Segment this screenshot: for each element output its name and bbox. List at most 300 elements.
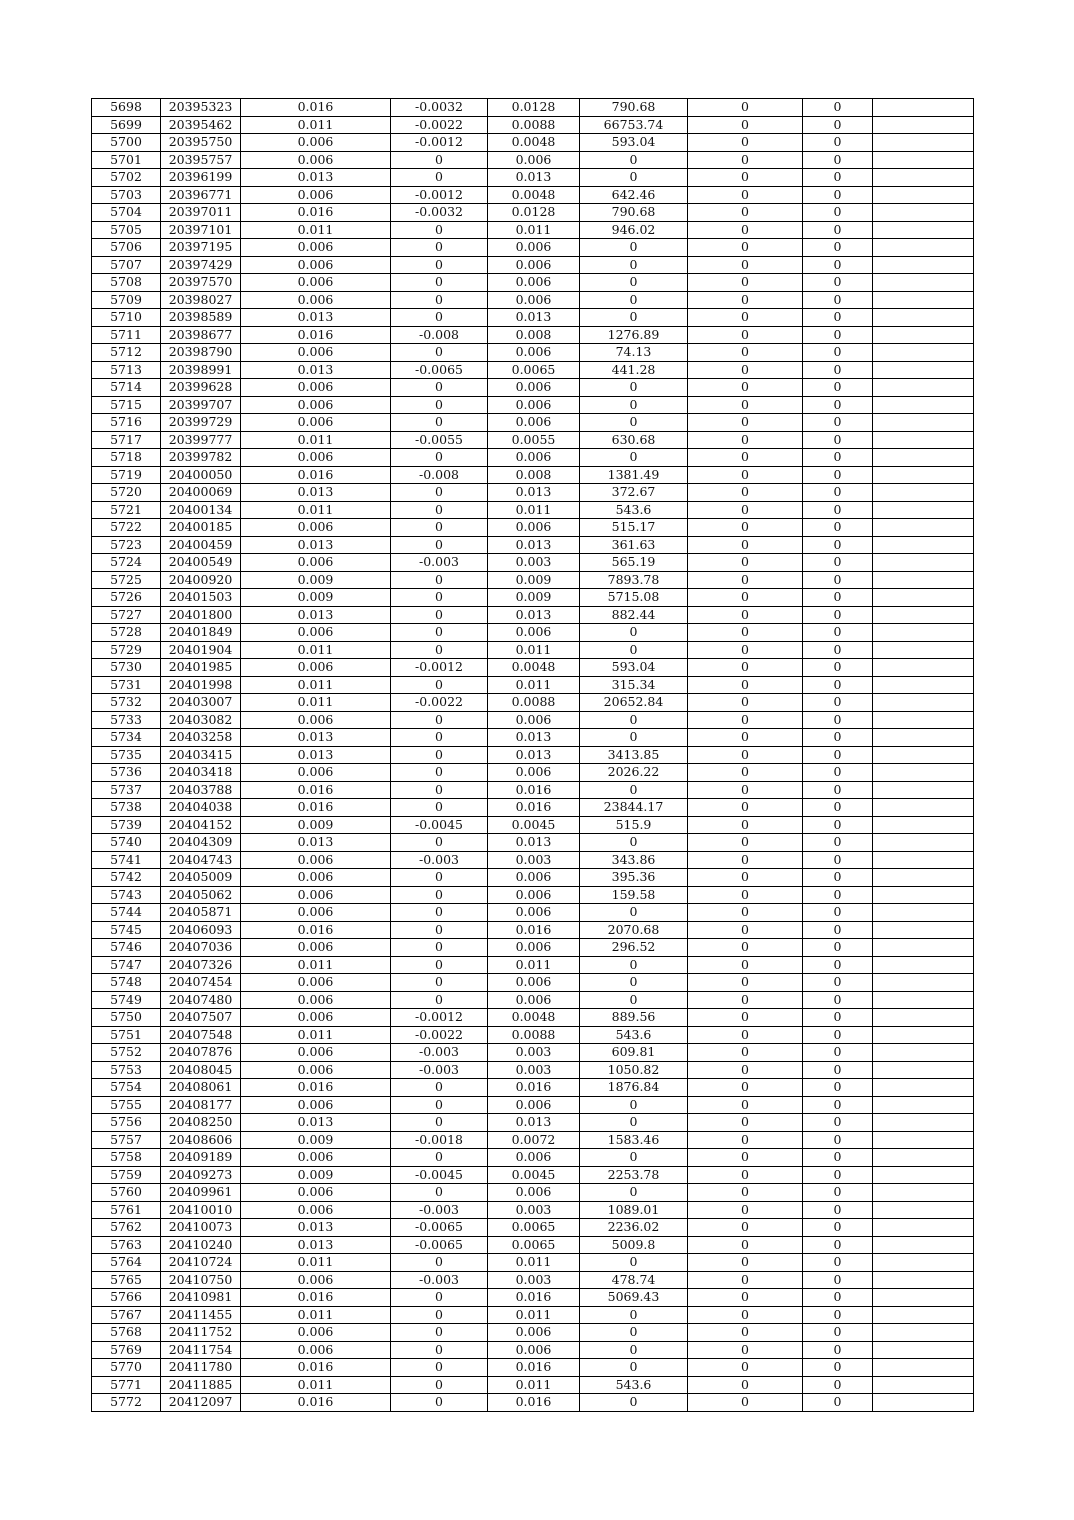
blank-cell (873, 204, 974, 222)
table-row (92, 1341, 974, 1359)
id-cell: 20405009 (161, 869, 241, 887)
value-c-cell: 0.006 (488, 869, 580, 887)
row-number-cell: 5707 (92, 256, 161, 274)
row-number-cell: 5768 (92, 1324, 161, 1342)
amount-cell: 5715.08 (580, 589, 688, 607)
value-f-cell: 0 (803, 221, 873, 239)
value-e-cell: 0 (688, 781, 803, 799)
value-e-cell: 0 (688, 1131, 803, 1149)
blank-cell (873, 1359, 974, 1377)
row-number-cell: 5715 (92, 396, 161, 414)
value-a-cell: 0.011 (241, 956, 391, 974)
value-b-cell: -0.0065 (391, 1219, 488, 1237)
table-row (92, 869, 974, 887)
table-row (92, 729, 974, 747)
amount-cell: 2070.68 (580, 921, 688, 939)
value-a-cell: 0.006 (241, 396, 391, 414)
id-cell: 20398677 (161, 326, 241, 344)
value-c-cell: 0.016 (488, 921, 580, 939)
value-c-cell: 0.009 (488, 589, 580, 607)
table-row (92, 1184, 974, 1202)
value-b-cell: 0 (391, 484, 488, 502)
amount-cell: 882.44 (580, 606, 688, 624)
value-b-cell: -0.003 (391, 851, 488, 869)
id-cell: 20409273 (161, 1166, 241, 1184)
id-cell: 20407548 (161, 1026, 241, 1044)
value-a-cell: 0.011 (241, 641, 391, 659)
id-cell: 20411780 (161, 1359, 241, 1377)
row-number-cell: 5747 (92, 956, 161, 974)
value-e-cell: 0 (688, 151, 803, 169)
amount-cell: 0 (580, 1359, 688, 1377)
value-f-cell: 0 (803, 1254, 873, 1272)
value-e-cell: 0 (688, 1306, 803, 1324)
value-e-cell: 0 (688, 764, 803, 782)
amount-cell: 1276.89 (580, 326, 688, 344)
value-b-cell: 0 (391, 921, 488, 939)
table-row (92, 764, 974, 782)
value-a-cell: 0.016 (241, 99, 391, 117)
amount-cell: 5069.43 (580, 1289, 688, 1307)
value-f-cell: 0 (803, 379, 873, 397)
value-b-cell: 0 (391, 676, 488, 694)
value-e-cell: 0 (688, 1114, 803, 1132)
amount-cell: 2253.78 (580, 1166, 688, 1184)
value-a-cell: 0.011 (241, 431, 391, 449)
value-a-cell: 0.006 (241, 186, 391, 204)
row-number-cell: 5741 (92, 851, 161, 869)
value-b-cell: 0 (391, 1079, 488, 1097)
value-f-cell: 0 (803, 134, 873, 152)
blank-cell (873, 431, 974, 449)
value-a-cell: 0.011 (241, 1306, 391, 1324)
value-b-cell: -0.003 (391, 1061, 488, 1079)
table-row (92, 939, 974, 957)
blank-cell (873, 519, 974, 537)
row-number-cell: 5762 (92, 1219, 161, 1237)
id-cell: 20397101 (161, 221, 241, 239)
value-a-cell: 0.006 (241, 886, 391, 904)
value-c-cell: 0.016 (488, 1289, 580, 1307)
value-a-cell: 0.006 (241, 1061, 391, 1079)
row-number-cell: 5732 (92, 694, 161, 712)
id-cell: 20410750 (161, 1271, 241, 1289)
value-b-cell: 0 (391, 1324, 488, 1342)
value-b-cell: -0.003 (391, 1201, 488, 1219)
table-row (92, 414, 974, 432)
table-row (92, 1376, 974, 1394)
amount-cell: 315.34 (580, 676, 688, 694)
id-cell: 20408061 (161, 1079, 241, 1097)
value-b-cell: 0 (391, 1341, 488, 1359)
amount-cell: 0 (580, 151, 688, 169)
value-a-cell: 0.013 (241, 1236, 391, 1254)
row-number-cell: 5721 (92, 501, 161, 519)
table-row (92, 624, 974, 642)
value-c-cell: 0.013 (488, 309, 580, 327)
row-number-cell: 5754 (92, 1079, 161, 1097)
value-a-cell: 0.006 (241, 256, 391, 274)
value-e-cell: 0 (688, 834, 803, 852)
amount-cell: 0 (580, 256, 688, 274)
value-f-cell: 0 (803, 624, 873, 642)
value-b-cell: 0 (391, 309, 488, 327)
value-f-cell: 0 (803, 326, 873, 344)
table-row (92, 431, 974, 449)
value-a-cell: 0.006 (241, 1096, 391, 1114)
blank-cell (873, 1254, 974, 1272)
value-e-cell: 0 (688, 466, 803, 484)
value-b-cell: 0 (391, 221, 488, 239)
value-a-cell: 0.013 (241, 309, 391, 327)
value-f-cell: 0 (803, 1341, 873, 1359)
value-b-cell: -0.0012 (391, 134, 488, 152)
value-e-cell: 0 (688, 134, 803, 152)
value-c-cell: 0.013 (488, 536, 580, 554)
row-number-cell: 5709 (92, 291, 161, 309)
value-b-cell: -0.0012 (391, 1009, 488, 1027)
value-b-cell: 0 (391, 536, 488, 554)
value-b-cell: 0 (391, 1376, 488, 1394)
value-a-cell: 0.011 (241, 221, 391, 239)
id-cell: 20403007 (161, 694, 241, 712)
value-b-cell: -0.008 (391, 326, 488, 344)
blank-cell (873, 361, 974, 379)
row-number-cell: 5703 (92, 186, 161, 204)
amount-cell: 0 (580, 991, 688, 1009)
id-cell: 20399782 (161, 449, 241, 467)
id-cell: 20396199 (161, 169, 241, 187)
value-f-cell: 0 (803, 484, 873, 502)
id-cell: 20407326 (161, 956, 241, 974)
value-f-cell: 0 (803, 886, 873, 904)
id-cell: 20410724 (161, 1254, 241, 1272)
value-e-cell: 0 (688, 1201, 803, 1219)
value-c-cell: 0.011 (488, 641, 580, 659)
value-c-cell: 0.003 (488, 1044, 580, 1062)
table-row (92, 239, 974, 257)
table-row (92, 519, 974, 537)
value-a-cell: 0.006 (241, 1324, 391, 1342)
value-b-cell: 0 (391, 501, 488, 519)
table-row (92, 1236, 974, 1254)
amount-cell: 0 (580, 624, 688, 642)
value-a-cell: 0.011 (241, 694, 391, 712)
value-a-cell: 0.013 (241, 169, 391, 187)
id-cell: 20403082 (161, 711, 241, 729)
value-c-cell: 0.003 (488, 1271, 580, 1289)
amount-cell: 0 (580, 781, 688, 799)
blank-cell (873, 1306, 974, 1324)
value-a-cell: 0.006 (241, 239, 391, 257)
amount-cell: 0 (580, 904, 688, 922)
value-e-cell: 0 (688, 904, 803, 922)
table-row (92, 606, 974, 624)
amount-cell: 0 (580, 729, 688, 747)
table-row (92, 1201, 974, 1219)
id-cell: 20410240 (161, 1236, 241, 1254)
table-row (92, 781, 974, 799)
table-row (92, 1289, 974, 1307)
row-number-cell: 5718 (92, 449, 161, 467)
value-f-cell: 0 (803, 204, 873, 222)
value-b-cell: 0 (391, 1149, 488, 1167)
value-e-cell: 0 (688, 1096, 803, 1114)
row-number-cell: 5772 (92, 1394, 161, 1412)
table-row (92, 659, 974, 677)
value-a-cell: 0.006 (241, 344, 391, 362)
value-b-cell: 0 (391, 641, 488, 659)
row-number-cell: 5758 (92, 1149, 161, 1167)
blank-cell (873, 1044, 974, 1062)
value-e-cell: 0 (688, 886, 803, 904)
amount-cell: 0 (580, 1254, 688, 1272)
row-number-cell: 5713 (92, 361, 161, 379)
value-c-cell: 0.006 (488, 991, 580, 1009)
blank-cell (873, 99, 974, 117)
value-f-cell: 0 (803, 676, 873, 694)
id-cell: 20407876 (161, 1044, 241, 1062)
value-a-cell: 0.006 (241, 1201, 391, 1219)
value-c-cell: 0.013 (488, 169, 580, 187)
value-a-cell: 0.013 (241, 361, 391, 379)
id-cell: 20395750 (161, 134, 241, 152)
table-row (92, 116, 974, 134)
value-a-cell: 0.006 (241, 1184, 391, 1202)
value-a-cell: 0.009 (241, 1131, 391, 1149)
value-a-cell: 0.006 (241, 904, 391, 922)
value-c-cell: 0.0045 (488, 816, 580, 834)
id-cell: 20400920 (161, 571, 241, 589)
amount-cell: 0 (580, 274, 688, 292)
value-f-cell: 0 (803, 554, 873, 572)
value-e-cell: 0 (688, 641, 803, 659)
value-a-cell: 0.009 (241, 1166, 391, 1184)
value-c-cell: 0.006 (488, 624, 580, 642)
value-a-cell: 0.006 (241, 1341, 391, 1359)
value-a-cell: 0.016 (241, 1359, 391, 1377)
table-row (92, 746, 974, 764)
value-a-cell: 0.006 (241, 554, 391, 572)
table-row (92, 816, 974, 834)
table-row (92, 799, 974, 817)
row-number-cell: 5740 (92, 834, 161, 852)
id-cell: 20407480 (161, 991, 241, 1009)
value-a-cell: 0.006 (241, 711, 391, 729)
row-number-cell: 5708 (92, 274, 161, 292)
amount-cell: 1050.82 (580, 1061, 688, 1079)
value-c-cell: 0.006 (488, 379, 580, 397)
value-c-cell: 0.006 (488, 274, 580, 292)
amount-cell: 0 (580, 1184, 688, 1202)
value-f-cell: 0 (803, 1201, 873, 1219)
blank-cell (873, 676, 974, 694)
value-b-cell: 0 (391, 239, 488, 257)
value-e-cell: 0 (688, 484, 803, 502)
id-cell: 20397570 (161, 274, 241, 292)
amount-cell: 20652.84 (580, 694, 688, 712)
amount-cell: 0 (580, 169, 688, 187)
blank-cell (873, 396, 974, 414)
value-a-cell: 0.006 (241, 519, 391, 537)
table-row (92, 991, 974, 1009)
value-f-cell: 0 (803, 186, 873, 204)
value-a-cell: 0.016 (241, 326, 391, 344)
value-b-cell: -0.0065 (391, 1236, 488, 1254)
row-number-cell: 5761 (92, 1201, 161, 1219)
value-e-cell: 0 (688, 694, 803, 712)
amount-cell: 0 (580, 834, 688, 852)
table-row (92, 1096, 974, 1114)
value-a-cell: 0.006 (241, 624, 391, 642)
value-a-cell: 0.006 (241, 764, 391, 782)
value-c-cell: 0.0065 (488, 361, 580, 379)
row-number-cell: 5736 (92, 764, 161, 782)
value-e-cell: 0 (688, 396, 803, 414)
amount-cell: 361.63 (580, 536, 688, 554)
value-e-cell: 0 (688, 1254, 803, 1272)
blank-cell (873, 939, 974, 957)
value-f-cell: 0 (803, 1376, 873, 1394)
data-table (91, 98, 974, 1412)
value-f-cell: 0 (803, 1166, 873, 1184)
amount-cell: 565.19 (580, 554, 688, 572)
row-number-cell: 5738 (92, 799, 161, 817)
value-b-cell: -0.003 (391, 1271, 488, 1289)
value-f-cell: 0 (803, 536, 873, 554)
amount-cell: 543.6 (580, 1026, 688, 1044)
amount-cell: 0 (580, 1394, 688, 1412)
value-e-cell: 0 (688, 431, 803, 449)
value-c-cell: 0.0065 (488, 1236, 580, 1254)
table-row (92, 1359, 974, 1377)
value-c-cell: 0.011 (488, 956, 580, 974)
value-c-cell: 0.006 (488, 939, 580, 957)
table-row (92, 1324, 974, 1342)
value-e-cell: 0 (688, 746, 803, 764)
value-e-cell: 0 (688, 519, 803, 537)
row-number-cell: 5720 (92, 484, 161, 502)
id-cell: 20409189 (161, 1149, 241, 1167)
blank-cell (873, 641, 974, 659)
amount-cell: 441.28 (580, 361, 688, 379)
value-c-cell: 0.011 (488, 1306, 580, 1324)
value-e-cell: 0 (688, 1219, 803, 1237)
value-e-cell: 0 (688, 99, 803, 117)
value-e-cell: 0 (688, 291, 803, 309)
value-b-cell: 0 (391, 519, 488, 537)
amount-cell: 1381.49 (580, 466, 688, 484)
amount-cell: 543.6 (580, 501, 688, 519)
id-cell: 20406093 (161, 921, 241, 939)
id-cell: 20398790 (161, 344, 241, 362)
blank-cell (873, 484, 974, 502)
value-f-cell: 0 (803, 974, 873, 992)
row-number-cell: 5728 (92, 624, 161, 642)
id-cell: 20399707 (161, 396, 241, 414)
amount-cell: 0 (580, 291, 688, 309)
value-c-cell: 0.0088 (488, 1026, 580, 1044)
table-row (92, 1149, 974, 1167)
value-b-cell: -0.0018 (391, 1131, 488, 1149)
amount-cell: 3413.85 (580, 746, 688, 764)
value-e-cell: 0 (688, 344, 803, 362)
row-number-cell: 5766 (92, 1289, 161, 1307)
value-b-cell: 0 (391, 1114, 488, 1132)
value-c-cell: 0.011 (488, 676, 580, 694)
value-e-cell: 0 (688, 659, 803, 677)
value-a-cell: 0.011 (241, 501, 391, 519)
value-a-cell: 0.006 (241, 449, 391, 467)
id-cell: 20401998 (161, 676, 241, 694)
value-b-cell: 0 (391, 414, 488, 432)
value-e-cell: 0 (688, 1149, 803, 1167)
blank-cell (873, 869, 974, 887)
value-a-cell: 0.011 (241, 676, 391, 694)
value-e-cell: 0 (688, 361, 803, 379)
value-e-cell: 0 (688, 1289, 803, 1307)
value-f-cell: 0 (803, 1359, 873, 1377)
value-f-cell: 0 (803, 449, 873, 467)
blank-cell (873, 466, 974, 484)
row-number-cell: 5744 (92, 904, 161, 922)
value-b-cell: 0 (391, 379, 488, 397)
amount-cell: 478.74 (580, 1271, 688, 1289)
table-row (92, 1166, 974, 1184)
value-a-cell: 0.006 (241, 869, 391, 887)
value-e-cell: 0 (688, 1376, 803, 1394)
value-e-cell: 0 (688, 536, 803, 554)
id-cell: 20411885 (161, 1376, 241, 1394)
value-b-cell: -0.0065 (391, 361, 488, 379)
table-row (92, 851, 974, 869)
amount-cell: 0 (580, 1324, 688, 1342)
value-f-cell: 0 (803, 1184, 873, 1202)
row-number-cell: 5729 (92, 641, 161, 659)
blank-cell (873, 1166, 974, 1184)
value-c-cell: 0.006 (488, 711, 580, 729)
value-e-cell: 0 (688, 1009, 803, 1027)
blank-cell (873, 851, 974, 869)
id-cell: 20397429 (161, 256, 241, 274)
table-row (92, 361, 974, 379)
table-row (92, 1271, 974, 1289)
row-number-cell: 5767 (92, 1306, 161, 1324)
table-row (92, 921, 974, 939)
id-cell: 20401904 (161, 641, 241, 659)
value-e-cell: 0 (688, 501, 803, 519)
row-number-cell: 5725 (92, 571, 161, 589)
value-e-cell: 0 (688, 799, 803, 817)
table-row (92, 484, 974, 502)
row-number-cell: 5764 (92, 1254, 161, 1272)
value-f-cell: 0 (803, 1096, 873, 1114)
id-cell: 20408250 (161, 1114, 241, 1132)
table-row (92, 1044, 974, 1062)
value-f-cell: 0 (803, 396, 873, 414)
id-cell: 20410981 (161, 1289, 241, 1307)
value-f-cell: 0 (803, 1131, 873, 1149)
value-b-cell: -0.0012 (391, 186, 488, 204)
value-a-cell: 0.013 (241, 746, 391, 764)
id-cell: 20403788 (161, 781, 241, 799)
value-f-cell: 0 (803, 869, 873, 887)
blank-cell (873, 904, 974, 922)
blank-cell (873, 151, 974, 169)
value-e-cell: 0 (688, 204, 803, 222)
amount-cell: 790.68 (580, 99, 688, 117)
value-b-cell: -0.0045 (391, 816, 488, 834)
